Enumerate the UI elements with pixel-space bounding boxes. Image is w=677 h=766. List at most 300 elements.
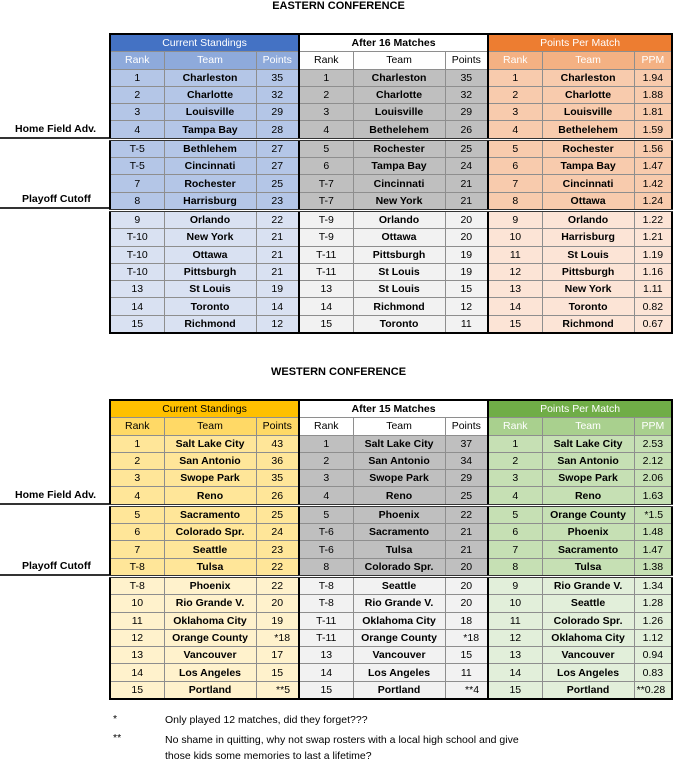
west-cell: 8 [299, 558, 353, 576]
east-cell: 7 [488, 175, 542, 192]
east-cell: Louisville [164, 104, 256, 121]
west-cell: 13 [299, 647, 353, 664]
west-playoff-cutoff-divider [0, 574, 110, 576]
west-cell: 29 [445, 470, 488, 487]
west-cell: 15 [445, 647, 488, 664]
east-cell: 15 [445, 281, 488, 298]
west-cell: 15 [299, 681, 353, 699]
table-row [110, 487, 672, 505]
west-cell: 5 [299, 505, 353, 523]
footnote-3-text: those kids some memories to last a lifetime? [165, 750, 372, 762]
east-cell: T-7 [299, 175, 353, 192]
east-cell: 19 [445, 263, 488, 280]
footnote-2-text: No shame in quitting, why not swap rosters with a local high school and give [165, 734, 519, 746]
east-cell: Rochester [542, 139, 634, 157]
east-cell: 19 [256, 281, 299, 298]
west-cell: 35 [256, 470, 299, 487]
west-cell: 5 [110, 505, 164, 523]
east-cell: 3 [110, 104, 164, 121]
west-cell: Los Angeles [353, 664, 445, 681]
east-cell: 1.81 [634, 104, 672, 121]
west-cell: 7 [110, 541, 164, 558]
west-cell: Vancouver [164, 647, 256, 664]
east-cell: Cincinnati [164, 158, 256, 175]
west-cell: Tulsa [542, 558, 634, 576]
east-cell: Harrisburg [542, 229, 634, 246]
west-cell: Salt Lake City [164, 435, 256, 452]
west-cell: *1.5 [634, 505, 672, 523]
east-cell: Toronto [353, 315, 445, 333]
east-cell: St Louis [542, 246, 634, 263]
east-cell: Cincinnati [353, 175, 445, 192]
east-cell: 28 [256, 121, 299, 139]
west-cell: Sacramento [164, 505, 256, 523]
west-cell: 1.26 [634, 612, 672, 629]
west-group-header-1: After 15 Matches [299, 400, 488, 418]
west-cell: Reno [164, 487, 256, 505]
east-cell: 1.11 [634, 281, 672, 298]
east-cell: 1.94 [634, 69, 672, 86]
east-cell: 27 [256, 139, 299, 157]
east-cell: 20 [445, 210, 488, 228]
west-cell: 17 [256, 647, 299, 664]
west-cell: 7 [488, 541, 542, 558]
west-cell: 2.53 [634, 435, 672, 452]
west-cell: T-8 [299, 576, 353, 594]
east-cell: 1.88 [634, 86, 672, 103]
table-row [110, 647, 672, 664]
west-cell: 25 [256, 505, 299, 523]
east-cell: 0.82 [634, 298, 672, 315]
east-cell: New York [353, 192, 445, 210]
east-cell: Bethlehem [164, 139, 256, 157]
east-cell: 6 [488, 158, 542, 175]
east-cell: Ottawa [353, 229, 445, 246]
west-cell: 11 [445, 664, 488, 681]
east-cell: 1 [299, 69, 353, 86]
west-cell: 4 [488, 487, 542, 505]
west-cell: Colorado Spr. [164, 524, 256, 541]
west-column-header-3: Rank [299, 418, 353, 435]
east-cell: St Louis [164, 281, 256, 298]
west-cell: 4 [299, 487, 353, 505]
east-cell: Ottawa [164, 246, 256, 263]
west-cell: 1 [488, 435, 542, 452]
west-cell: 10 [488, 595, 542, 612]
west-cell: 2 [488, 452, 542, 469]
east-cell: 1.47 [634, 158, 672, 175]
west-cell: *18 [256, 629, 299, 646]
table-row [110, 505, 672, 523]
west-cell: 15 [488, 681, 542, 699]
west-home-field-divider [0, 503, 110, 505]
east-cell: Tampa Bay [164, 121, 256, 139]
east-cell: 25 [256, 175, 299, 192]
east-home-field-divider [0, 137, 110, 139]
east-cell: Ottawa [542, 192, 634, 210]
east-cell: 26 [445, 121, 488, 139]
table-row [110, 435, 672, 452]
east-cell: 13 [299, 281, 353, 298]
west-cell: Oklahoma City [542, 629, 634, 646]
east-cell: T-11 [299, 246, 353, 263]
west-cell: 3 [488, 470, 542, 487]
table-row [110, 664, 672, 681]
east-cell: T-5 [110, 158, 164, 175]
east-column-header-6: Rank [488, 52, 542, 69]
west-cell: 1.63 [634, 487, 672, 505]
west-cell: Swope Park [353, 470, 445, 487]
west-cell: 22 [445, 505, 488, 523]
east-cell: 3 [488, 104, 542, 121]
east-cell: Pittsburgh [164, 263, 256, 280]
west-cell: **0.28 [634, 681, 672, 699]
west-cell: Seattle [353, 576, 445, 594]
east-cell: 1.42 [634, 175, 672, 192]
west-playoff-cutoff-label: Playoff Cutoff [22, 560, 91, 572]
west-cell: Tulsa [164, 558, 256, 576]
table-row [110, 210, 672, 228]
west-cell: T-8 [110, 558, 164, 576]
east-cell: 25 [445, 139, 488, 157]
east-cell: 15 [299, 315, 353, 333]
east-cell: T-10 [110, 263, 164, 280]
east-cell: Orlando [542, 210, 634, 228]
west-column-header-6: Rank [488, 418, 542, 435]
east-cell: 1 [488, 69, 542, 86]
west-cell: T-11 [299, 629, 353, 646]
east-cell: Rochester [353, 139, 445, 157]
east-cell: 5 [488, 139, 542, 157]
west-cell: Seattle [164, 541, 256, 558]
east-cell: Louisville [353, 104, 445, 121]
west-cell: 1.28 [634, 595, 672, 612]
east-cell: T-5 [110, 139, 164, 157]
west-conference-title: WESTERN CONFERENCE [270, 366, 407, 378]
east-cell: 29 [445, 104, 488, 121]
east-cell: T-9 [299, 229, 353, 246]
table-row [110, 629, 672, 646]
east-cell: 6 [299, 158, 353, 175]
west-cell: 10 [110, 595, 164, 612]
table-row [110, 246, 672, 263]
east-conference-title: EASTERN CONFERENCE [272, 0, 405, 12]
west-group-header-2: Points Per Match [488, 400, 672, 418]
east-cell: Orlando [353, 210, 445, 228]
east-cell: Bethelehem [353, 121, 445, 139]
table-row [110, 298, 672, 315]
table-row [110, 524, 672, 541]
west-cell: Salt Lake City [353, 435, 445, 452]
west-cell: Orange County [542, 505, 634, 523]
table-row [110, 281, 672, 298]
east-cell: 1.19 [634, 246, 672, 263]
west-cell: Colorado Spr. [542, 612, 634, 629]
west-cell: Portland [164, 681, 256, 699]
west-cell: 2 [299, 452, 353, 469]
east-column-header-3: Rank [299, 52, 353, 69]
east-cell: 13 [110, 281, 164, 298]
west-standings-table [109, 399, 673, 700]
east-cell: Toronto [542, 298, 634, 315]
west-cell: 11 [488, 612, 542, 629]
east-cell: Charlotte [164, 86, 256, 103]
west-cell: 1 [299, 435, 353, 452]
east-cell: Charlotte [542, 86, 634, 103]
west-cell: Vancouver [353, 647, 445, 664]
west-cell: *18 [445, 629, 488, 646]
west-cell: 12 [488, 629, 542, 646]
west-cell: 18 [445, 612, 488, 629]
west-cell: 5 [488, 505, 542, 523]
west-cell: 0.83 [634, 664, 672, 681]
east-cell: 1.16 [634, 263, 672, 280]
east-cell: Tampa Bay [353, 158, 445, 175]
west-cell: San Antonio [542, 452, 634, 469]
west-column-header-5: Points [445, 418, 488, 435]
east-cell: 1.21 [634, 229, 672, 246]
west-cell: Orange County [353, 629, 445, 646]
east-cell: 11 [445, 315, 488, 333]
west-cell: 43 [256, 435, 299, 452]
east-cell: 35 [445, 69, 488, 86]
west-cell: Swope Park [164, 470, 256, 487]
east-cell: T-9 [299, 210, 353, 228]
west-cell: 26 [256, 487, 299, 505]
west-cell: Sacramento [542, 541, 634, 558]
east-cell: 9 [488, 210, 542, 228]
footnote-1-text: Only played 12 matches, did they forget??? [165, 714, 368, 726]
east-cell: 14 [488, 298, 542, 315]
table-row [110, 558, 672, 576]
west-cell: 3 [110, 470, 164, 487]
west-cell: 21 [445, 541, 488, 558]
west-cell: 22 [256, 558, 299, 576]
west-cell: Reno [542, 487, 634, 505]
west-cell: Portland [542, 681, 634, 699]
west-cell: 13 [110, 647, 164, 664]
east-cell: 13 [488, 281, 542, 298]
west-cell: Los Angeles [542, 664, 634, 681]
table-row [110, 612, 672, 629]
west-cell: 24 [256, 524, 299, 541]
east-playoff-cutoff-divider [0, 207, 110, 209]
table-row [110, 175, 672, 192]
west-cell: Rio Grande V. [542, 576, 634, 594]
table-row [110, 452, 672, 469]
east-cell: Richmond [353, 298, 445, 315]
east-cell: 4 [110, 121, 164, 139]
west-column-header-2: Points [256, 418, 299, 435]
west-cell: Phoenix [164, 576, 256, 594]
east-cell: Rochester [164, 175, 256, 192]
east-cell: 9 [110, 210, 164, 228]
west-cell: 1.34 [634, 576, 672, 594]
west-cell: 6 [110, 524, 164, 541]
west-cell: 1.47 [634, 541, 672, 558]
west-column-header-8: PPM [634, 418, 672, 435]
east-playoff-cutoff-label: Playoff Cutoff [22, 193, 91, 205]
west-column-header-0: Rank [110, 418, 164, 435]
west-cell: 20 [445, 576, 488, 594]
west-cell: 1.48 [634, 524, 672, 541]
west-cell: Reno [353, 487, 445, 505]
east-cell: 15 [110, 315, 164, 333]
east-cell: 32 [256, 86, 299, 103]
east-cell: 21 [256, 229, 299, 246]
west-cell: T-6 [299, 524, 353, 541]
east-cell: 21 [256, 246, 299, 263]
table-row [110, 104, 672, 121]
east-cell: Harrisburg [164, 192, 256, 210]
west-cell: Orange County [164, 629, 256, 646]
west-cell: T-6 [299, 541, 353, 558]
west-cell: 34 [445, 452, 488, 469]
table-row [110, 315, 672, 333]
east-cell: 2 [299, 86, 353, 103]
east-cell: 1.22 [634, 210, 672, 228]
west-cell: 0.94 [634, 647, 672, 664]
east-cell: 19 [445, 246, 488, 263]
east-column-header-7: Team [542, 52, 634, 69]
west-cell: 3 [299, 470, 353, 487]
west-cell: 25 [445, 487, 488, 505]
east-cell: New York [164, 229, 256, 246]
west-cell: Salt Lake City [542, 435, 634, 452]
east-cell: 12 [445, 298, 488, 315]
west-cell: 9 [488, 576, 542, 594]
east-cell: Pittsburgh [542, 263, 634, 280]
west-cell: Los Angeles [164, 664, 256, 681]
west-cell: 2.06 [634, 470, 672, 487]
table-row [110, 576, 672, 594]
west-cell: 14 [299, 664, 353, 681]
west-cell: 11 [110, 612, 164, 629]
east-cell: T-11 [299, 263, 353, 280]
east-cell: Louisville [542, 104, 634, 121]
east-cell: 4 [488, 121, 542, 139]
west-cell: 4 [110, 487, 164, 505]
east-cell: Charleston [164, 69, 256, 86]
west-cell: 37 [445, 435, 488, 452]
table-row [110, 139, 672, 157]
west-cell: 13 [488, 647, 542, 664]
east-cell: 21 [256, 263, 299, 280]
east-cell: 3 [299, 104, 353, 121]
west-column-header-4: Team [353, 418, 445, 435]
west-cell: 12 [110, 629, 164, 646]
east-cell: 14 [256, 298, 299, 315]
east-cell: 24 [445, 158, 488, 175]
west-cell: 2.12 [634, 452, 672, 469]
east-cell: New York [542, 281, 634, 298]
east-cell: Charleston [353, 69, 445, 86]
east-cell: Charleston [542, 69, 634, 86]
west-cell: Oklahoma City [164, 612, 256, 629]
footnote-2-mark: ** [113, 732, 122, 744]
west-cell: Oklahoma City [353, 612, 445, 629]
east-cell: 1.59 [634, 121, 672, 139]
table-row [110, 69, 672, 86]
west-cell: 1.12 [634, 629, 672, 646]
table-row [110, 263, 672, 280]
east-cell: 22 [256, 210, 299, 228]
west-cell: 15 [110, 681, 164, 699]
table-row [110, 158, 672, 175]
west-cell: 14 [488, 664, 542, 681]
east-cell: 10 [488, 229, 542, 246]
east-cell: 2 [488, 86, 542, 103]
east-column-header-1: Team [164, 52, 256, 69]
east-cell: 1 [110, 69, 164, 86]
east-cell: 29 [256, 104, 299, 121]
east-cell: 20 [445, 229, 488, 246]
east-cell: 21 [445, 175, 488, 192]
west-group-header-0: Current Standings [110, 400, 299, 418]
east-column-header-4: Team [353, 52, 445, 69]
west-cell: 1.38 [634, 558, 672, 576]
west-cell: Seattle [542, 595, 634, 612]
west-cell: 22 [256, 576, 299, 594]
east-group-header-1: After 16 Matches [299, 34, 488, 52]
east-cell: 15 [488, 315, 542, 333]
table-row [110, 121, 672, 139]
east-cell: Tampa Bay [542, 158, 634, 175]
table-row [110, 192, 672, 210]
table-row [110, 470, 672, 487]
east-cell: 8 [110, 192, 164, 210]
east-cell: Charlotte [353, 86, 445, 103]
west-cell: 6 [488, 524, 542, 541]
east-cell: 21 [445, 192, 488, 210]
west-cell: 8 [488, 558, 542, 576]
east-home-field-label: Home Field Adv. [15, 123, 97, 135]
west-cell: Rio Grande V. [164, 595, 256, 612]
west-cell: 20 [445, 595, 488, 612]
west-cell: 20 [256, 595, 299, 612]
table-row [110, 229, 672, 246]
west-cell: Tulsa [353, 541, 445, 558]
west-cell: Swope Park [542, 470, 634, 487]
east-group-header-2: Points Per Match [488, 34, 672, 52]
east-cell: T-10 [110, 229, 164, 246]
west-cell: Phoenix [353, 505, 445, 523]
west-cell: Sacramento [353, 524, 445, 541]
east-column-header-0: Rank [110, 52, 164, 69]
east-cell: 27 [256, 158, 299, 175]
east-cell: 1.56 [634, 139, 672, 157]
east-cell: Bethelehem [542, 121, 634, 139]
east-cell: T-10 [110, 246, 164, 263]
west-cell: **5 [256, 681, 299, 699]
east-column-header-2: Points [256, 52, 299, 69]
west-cell: 21 [445, 524, 488, 541]
table-row [110, 86, 672, 103]
west-cell: Colorado Spr. [353, 558, 445, 576]
west-cell: 1 [110, 435, 164, 452]
west-cell: 14 [110, 664, 164, 681]
east-group-header-0: Current Standings [110, 34, 299, 52]
west-cell: 23 [256, 541, 299, 558]
east-cell: Toronto [164, 298, 256, 315]
east-cell: Pittsburgh [353, 246, 445, 263]
east-cell: 4 [299, 121, 353, 139]
west-cell: 2 [110, 452, 164, 469]
east-column-header-5: Points [445, 52, 488, 69]
east-cell: 11 [488, 246, 542, 263]
west-column-header-7: Team [542, 418, 634, 435]
east-cell: St Louis [353, 263, 445, 280]
